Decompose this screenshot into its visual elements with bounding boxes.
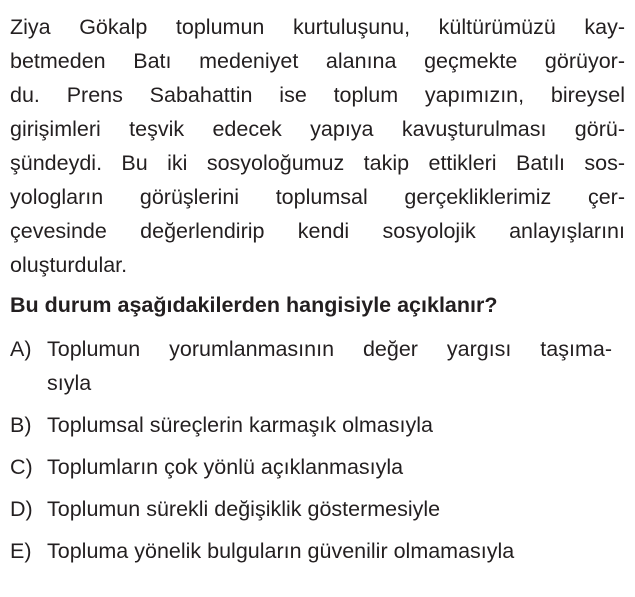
option-text: sıyla (47, 371, 92, 395)
passage-line: oluşturdular. (10, 253, 128, 277)
option-text: Topluma yönelik bulguların güvenilir olmamasıyla (47, 539, 515, 563)
passage-line: du. Prens Sabahattin ise toplum yapımızın, bireysel (10, 83, 625, 107)
option-text: Toplumların çok yönlü açıklanmasıyla (47, 455, 404, 479)
option-letter: D) (10, 497, 33, 521)
option-text: Toplumsal süreçlerin karmaşık olmasıyla (47, 413, 433, 437)
question-block (10, 10, 625, 576)
option-text: Toplumun sürekli değişiklik göstermesiyle (47, 497, 441, 521)
option-letter: C) (10, 455, 33, 479)
option-letter: B) (10, 413, 32, 437)
passage-line: Ziya Gökalp toplumun kurtuluşunu, kültürümüzü kay- (10, 15, 625, 39)
passage-line: çevesinde değerlendirip kendi sosyolojik anlayışlarını (10, 219, 625, 243)
option-letter: E) (10, 539, 32, 563)
passage-line: girişimleri teşvik edecek yapıya kavuşturulması görü- (10, 117, 625, 141)
option-a[interactable] (10, 332, 625, 400)
passage-line: şündeydi. Bu iki sosyoloğumuz takip ettikleri Batılı sos- (10, 151, 625, 175)
option-text: Toplumun yorumlanmasının değer yargısı taşıma- (47, 337, 612, 361)
question-prompt: Bu durum aşağıdakilerden hangisiyle açıklanır? (10, 293, 498, 317)
question-passage (10, 10, 625, 282)
answer-options (10, 332, 625, 568)
option-c[interactable] (10, 450, 625, 484)
passage-line: betmeden Batı medeniyet alanına geçmekte görüyor- (10, 49, 625, 73)
passage-line: yologların görüşlerini toplumsal gerçekliklerimiz çer- (10, 185, 625, 209)
option-letter: A) (10, 337, 32, 361)
option-d[interactable] (10, 492, 625, 526)
option-b[interactable] (10, 408, 625, 442)
option-e[interactable] (10, 534, 625, 568)
